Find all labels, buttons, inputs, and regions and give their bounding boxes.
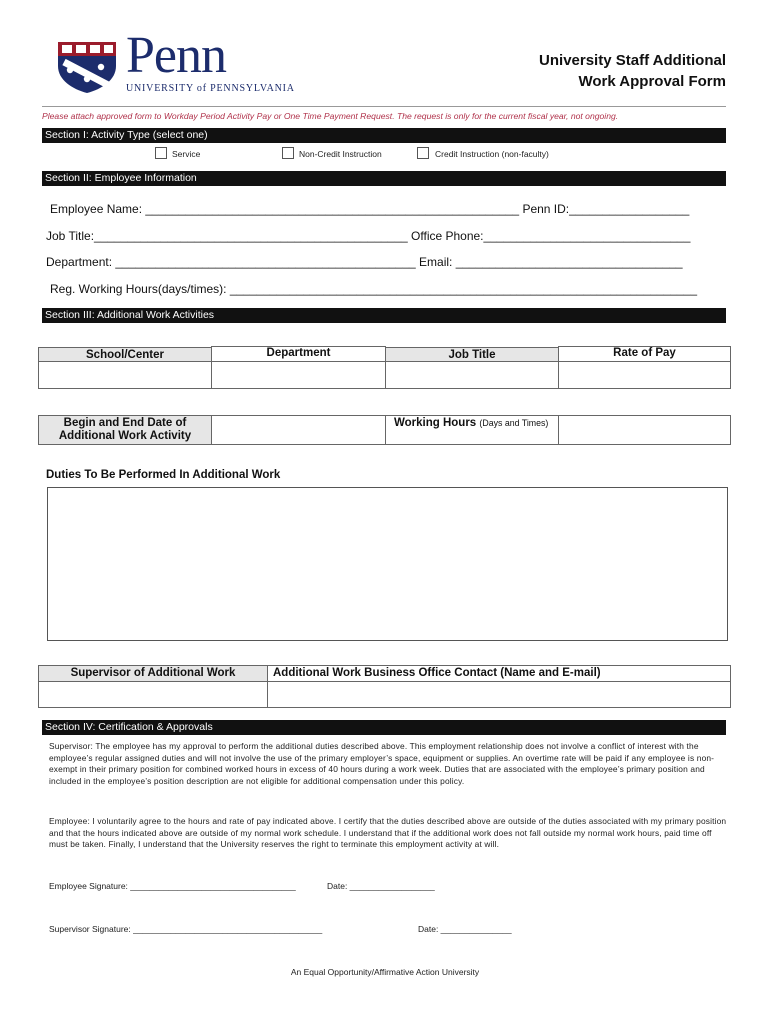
- attachment-notice: Please attach approved form to Workday Period Activity Pay or One Time Payment Request. The request is only for the current fiscal year, not ongoing.: [42, 111, 619, 121]
- checkbox-service[interactable]: [155, 147, 167, 159]
- checkbox-credit-instruction[interactable]: [417, 147, 429, 159]
- employee-name-field[interactable]: Employee Name: ________________________________________________________ Penn ID:__________________: [50, 202, 690, 216]
- checkbox-non-credit-instruction[interactable]: [282, 147, 294, 159]
- section-4-header: Section IV: Certification & Approvals: [42, 720, 726, 735]
- label-begin-end-date: Begin and End Date of Additional Work Activity: [38, 415, 212, 445]
- supervisor-certification-text: Supervisor: The employee has my approval to perform the additional duties described above. This employment relationship does not involve a conflict of interest with the employee’s regular assigned duties and will not involve the use of the primary employer’s space, equipment or supplies. An overtime rate will be paid if any employee is non-exempt in their primary position for combined worked hours in excess of 40 hours during a work week. Duties that are associated with the employee’s primary position and included in the employee’s position description are not eligible for additional compensation under this policy.: [49, 741, 715, 786]
- begin-end-date-input[interactable]: [211, 415, 386, 445]
- form-title: [426, 50, 726, 92]
- working-hours-label-detail: (Days and Times): [479, 418, 549, 428]
- supervisor-signature-field[interactable]: Supervisor Signature: ________________________________________: [49, 924, 323, 934]
- header-rate-of-pay: Rate of Pay: [558, 346, 731, 362]
- department-field[interactable]: Department: _____________________________________________ Email: __________________________________: [46, 255, 683, 269]
- working-hours-input[interactable]: [558, 415, 731, 445]
- employee-certification-text: Employee: I voluntarily agree to the hours and rate of pay indicated above. I certify that the duties described above are outside of the duties associated with my primary position and that the hours indicated above are outside of my normal work schedule. I understand that if the additional work does not fall outside my normal work hours, paid time off must be taken. Finally, I understand that the University reserves the right to terminate this employment activity at will.: [49, 816, 727, 849]
- job-title-input[interactable]: [385, 361, 559, 389]
- rate-of-pay-input[interactable]: [558, 361, 731, 389]
- header-job-title: Job Title: [385, 347, 559, 362]
- form-title-line2: Work Approval Form: [578, 73, 726, 90]
- form-title-line1: University Staff Additional: [539, 52, 726, 69]
- header-business-office-contact: Additional Work Business Office Contact (Name and E-mail): [267, 665, 731, 682]
- penn-shield-logo: [56, 40, 118, 94]
- university-name: UNIVERSITY of PENNSYLVANIA: [126, 83, 295, 94]
- label-working-hours: [385, 415, 559, 445]
- department-input[interactable]: [211, 361, 386, 389]
- supervisor-date-field[interactable]: Date: _______________: [418, 924, 512, 934]
- reg-working-hours-field[interactable]: Reg. Working Hours(days/times): ______________________________________________________________________: [50, 282, 697, 296]
- penn-wordmark: Penn: [126, 27, 226, 84]
- checkbox-credit-instruction-label: Credit Instruction (non-faculty): [435, 149, 549, 159]
- supervisor-input[interactable]: [38, 681, 268, 708]
- business-office-contact-input[interactable]: [267, 681, 731, 708]
- header-supervisor: Supervisor of Additional Work: [38, 665, 268, 682]
- header-school-center: School/Center: [38, 347, 212, 362]
- school-center-input[interactable]: [38, 361, 212, 389]
- footer-eeo-statement: An Equal Opportunity/Affirmative Action University: [290, 967, 480, 977]
- section-2-header: Section II: Employee Information: [42, 171, 726, 186]
- duties-label: Duties To Be Performed In Additional Work: [46, 469, 281, 481]
- working-hours-label-bold: Working Hours: [394, 417, 477, 429]
- duties-textarea[interactable]: [47, 487, 728, 641]
- employee-date-field[interactable]: Date: __________________: [327, 881, 435, 891]
- job-title-field[interactable]: Job Title:_______________________________________________ Office Phone:_______________________________: [46, 229, 691, 243]
- employee-signature-field[interactable]: Employee Signature: ___________________________________: [49, 881, 296, 891]
- section-1-header: Section I: Activity Type (select one): [42, 128, 726, 143]
- checkbox-non-credit-instruction-label: Non-Credit Instruction: [299, 149, 382, 159]
- header-department: Department: [211, 346, 386, 362]
- checkbox-service-label: Service: [172, 149, 201, 159]
- section-3-header: Section III: Additional Work Activities: [42, 308, 726, 323]
- header-divider: [42, 106, 726, 107]
